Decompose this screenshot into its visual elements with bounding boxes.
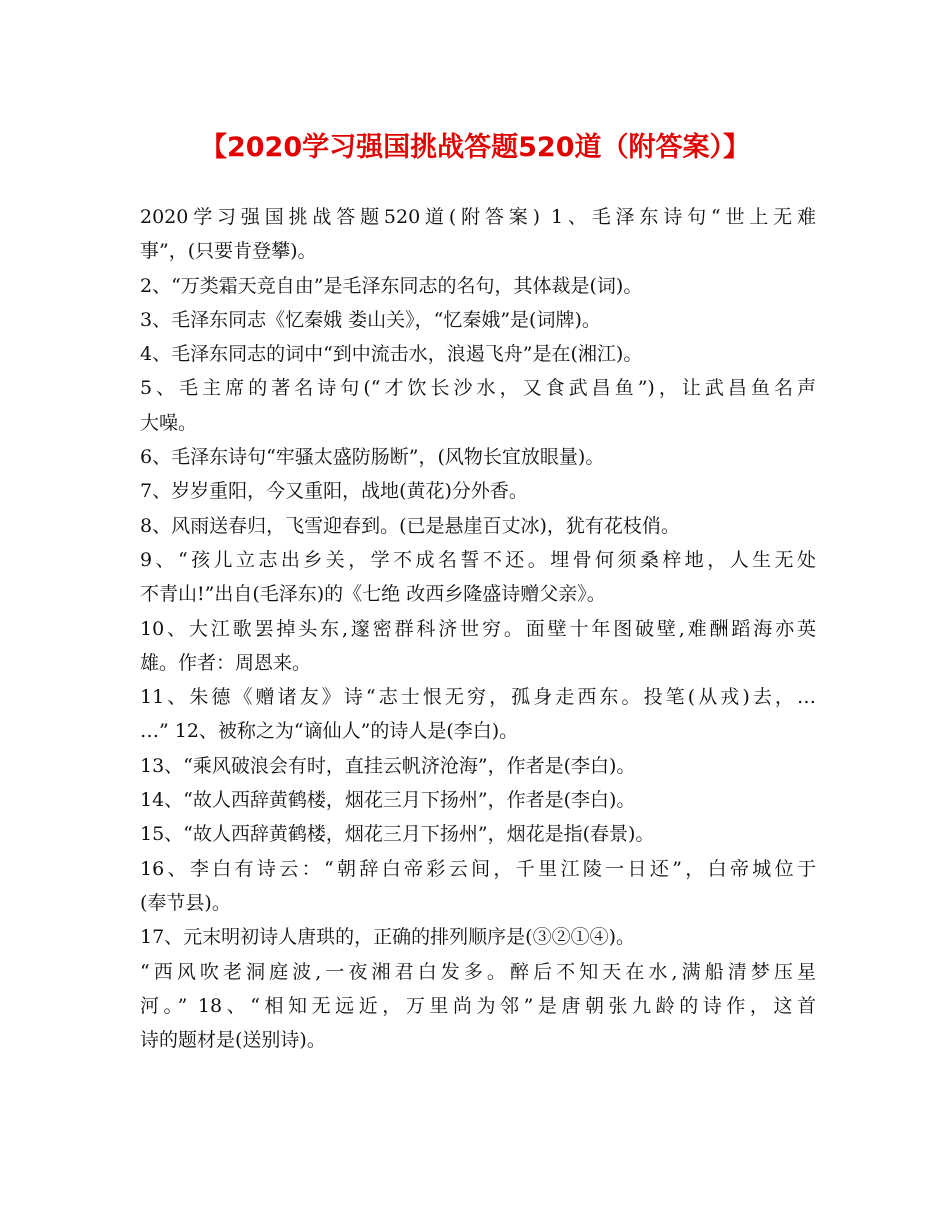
text-line-19: 15、“故人西辞黄鹤楼，烟花三月下扬州”，烟花是指(春景)。 — [140, 823, 655, 846]
document-title: 【2020学习强国挑战答题520道（附答案）】 — [199, 132, 750, 163]
text-line-1: 2020学习强国挑战答题520道(附答案) 1、毛泽东诗句“世上无难 — [140, 206, 816, 228]
text-line-10: 8、风雨送春归，飞雪迎春到。(已是悬崖百丈冰)，犹有花枝俏。 — [140, 514, 680, 537]
text-line-24: 河。” 18、“相知无远近，万里尚为邻”是唐朝张九龄的诗作，这首 — [140, 994, 816, 1017]
text-line-11: 9、“孩儿立志出乡关，学不成名誓不还。埋骨何须桑梓地，人生无处 — [140, 548, 816, 571]
text-line-7: 大噪。 — [140, 411, 198, 434]
text-line-15: 11、朱德《赠诸友》诗“志士恨无穷，孤身走西东。投笔(从戎)去，… — [140, 686, 816, 709]
text-line-3: 2、“万类霜天竞自由”是毛泽东同志的名句，其体裁是(词)。 — [140, 274, 643, 297]
text-line-13: 10、大江歌罢掉头东,邃密群科济世穷。面壁十年图破壁,难酬蹈海亦英 — [140, 617, 816, 640]
text-line-4: 3、毛泽东同志《忆秦娥 娄山关》，“忆秦娥”是(词牌)。 — [140, 308, 601, 331]
text-line-16: …” 12、被称之为“谪仙人”的诗人是(李白)。 — [140, 720, 519, 743]
text-line-14: 雄。作者：周恩来。 — [140, 651, 312, 674]
text-line-2: 事”，(只要肯登攀)。 — [140, 240, 317, 263]
text-line-23: “西风吹老洞庭波,一夜湘君白发多。醉后不知天在水,满船清梦压星 — [140, 960, 816, 983]
text-line-18: 14、“故人西辞黄鹤楼，烟花三月下扬州”，作者是(李白)。 — [140, 789, 636, 812]
text-line-20: 16、李白有诗云：“朝辞白帝彩云间，千里江陵一日还”，白帝城位于 — [140, 857, 816, 880]
text-line-21: (奉节县)。 — [140, 891, 231, 914]
text-line-5: 4、毛泽东同志的词中“到中流击水，浪遏飞舟”是在(湘江)。 — [140, 343, 643, 366]
text-line-12: 不青山!”出自(毛泽东)的《七绝 改西乡隆盛诗赠父亲》。 — [140, 583, 606, 606]
text-line-22: 17、元末明初诗人唐珙的，正确的排列顺序是(③②①④)。 — [140, 926, 636, 949]
text-line-6: 5、毛主席的著名诗句(“才饮长沙水，又食武昌鱼”)，让武昌鱼名声 — [140, 377, 816, 400]
document-body — [140, 200, 816, 1057]
text-line-8: 6、毛泽东诗句“牢骚太盛防肠断”，(风物长宜放眼量)。 — [140, 446, 605, 469]
text-line-9: 7、岁岁重阳，今又重阳，战地(黄花)分外香。 — [140, 480, 528, 503]
text-line-25: 诗的题材是(送别诗)。 — [140, 1029, 326, 1052]
text-line-17: 13、“乘风破浪会有时，直挂云帆济沧海”，作者是(李白)。 — [140, 754, 636, 777]
